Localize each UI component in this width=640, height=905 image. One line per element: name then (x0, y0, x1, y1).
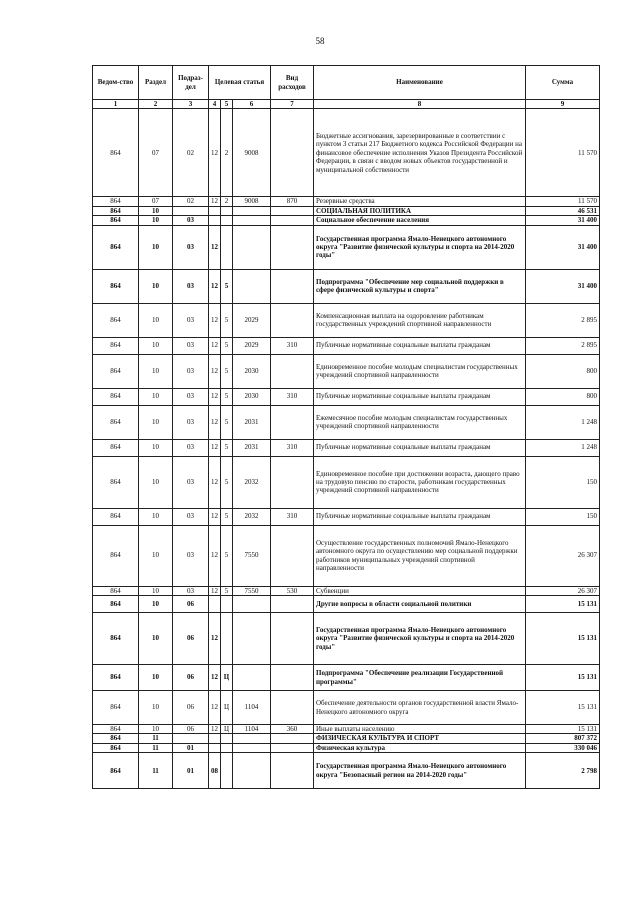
cell-vid-raskhodov (271, 303, 314, 337)
cell-podrazdel: 03 (173, 508, 209, 525)
cell-summa: 15 131 (526, 665, 600, 691)
cell-naimenovanie: Государственная программа Ямало-Ненецкого автономного округа "Безопасный регион на 2014-2020 годы" (314, 753, 526, 789)
cell-program: 12 (209, 225, 221, 269)
cell-subprogram: 5 (221, 269, 233, 303)
cell-razdel: 07 (139, 109, 173, 197)
col-num-2: 2 (139, 100, 173, 109)
cell-razdel: 10 (139, 337, 173, 354)
cell-naimenovanie: Публичные нормативные социальные выплаты гражданам (314, 439, 526, 456)
table-row (93, 439, 600, 456)
cell-summa: 31 400 (526, 269, 600, 303)
header-celevaya: Целевая статья (209, 66, 271, 100)
table-row (93, 388, 600, 405)
cell-vid-raskhodov: 530 (271, 586, 314, 595)
cell-razdel: 10 (139, 613, 173, 665)
cell-direction: 2031 (233, 405, 271, 439)
cell-vid-raskhodov (271, 743, 314, 752)
cell-subprogram: Ц (221, 725, 233, 734)
cell-vid-raskhodov (271, 206, 314, 215)
cell-podrazdel: 03 (173, 405, 209, 439)
cell-subprogram: 5 (221, 508, 233, 525)
cell-vid-raskhodov (271, 269, 314, 303)
cell-podrazdel: 03 (173, 354, 209, 388)
col-num-9: 9 (526, 100, 600, 109)
cell-razdel: 10 (139, 206, 173, 215)
cell-subprogram (221, 206, 233, 215)
cell-vedomstvo: 864 (93, 508, 139, 525)
cell-podrazdel: 03 (173, 388, 209, 405)
cell-vid-raskhodov: 360 (271, 725, 314, 734)
cell-direction (233, 225, 271, 269)
cell-subprogram (221, 225, 233, 269)
cell-subprogram: 5 (221, 586, 233, 595)
cell-naimenovanie: Социальное обеспечение населения (314, 216, 526, 225)
cell-podrazdel: 06 (173, 725, 209, 734)
cell-podrazdel (173, 206, 209, 215)
cell-vedomstvo: 864 (93, 303, 139, 337)
cell-program: 12 (209, 725, 221, 734)
cell-vedomstvo: 864 (93, 525, 139, 586)
cell-vid-raskhodov: 870 (271, 197, 314, 206)
cell-subprogram (221, 743, 233, 752)
cell-summa: 15 131 (526, 691, 600, 725)
cell-podrazdel: 01 (173, 753, 209, 789)
cell-vedomstvo: 864 (93, 596, 139, 613)
col-num-1: 1 (93, 100, 139, 109)
cell-summa: 31 400 (526, 216, 600, 225)
cell-vedomstvo: 864 (93, 753, 139, 789)
cell-program (209, 206, 221, 215)
cell-naimenovanie: Единовременное пособие молодым специалистам государственных учреждений спортивной направленности (314, 354, 526, 388)
cell-subprogram: 5 (221, 439, 233, 456)
cell-vedomstvo: 864 (93, 109, 139, 197)
cell-direction: 2032 (233, 508, 271, 525)
cell-summa: 800 (526, 388, 600, 405)
cell-razdel: 10 (139, 388, 173, 405)
col-num-4: 4 (209, 100, 221, 109)
col-num-6: 6 (233, 100, 271, 109)
cell-vedomstvo: 864 (93, 197, 139, 206)
cell-razdel: 10 (139, 586, 173, 595)
cell-razdel: 11 (139, 743, 173, 752)
cell-summa: 15 131 (526, 725, 600, 734)
cell-direction: 2032 (233, 456, 271, 508)
cell-podrazdel: 03 (173, 337, 209, 354)
table-row (93, 197, 600, 206)
cell-vedomstvo: 864 (93, 691, 139, 725)
cell-direction: 7550 (233, 525, 271, 586)
table-row (93, 508, 600, 525)
cell-razdel: 11 (139, 753, 173, 789)
cell-razdel: 10 (139, 525, 173, 586)
cell-podrazdel: 03 (173, 269, 209, 303)
cell-subprogram: 5 (221, 337, 233, 354)
table-row (93, 269, 600, 303)
cell-program (209, 734, 221, 743)
cell-vid-raskhodov (271, 596, 314, 613)
col-num-7: 7 (271, 100, 314, 109)
cell-program (209, 216, 221, 225)
cell-summa: 800 (526, 354, 600, 388)
cell-vid-raskhodov: 310 (271, 388, 314, 405)
cell-vedomstvo: 864 (93, 456, 139, 508)
cell-vedomstvo: 864 (93, 405, 139, 439)
cell-podrazdel: 02 (173, 109, 209, 197)
cell-summa: 26 307 (526, 525, 600, 586)
cell-direction: 2031 (233, 439, 271, 456)
table-row (93, 405, 600, 439)
cell-summa: 15 131 (526, 596, 600, 613)
cell-razdel: 07 (139, 197, 173, 206)
cell-podrazdel: 06 (173, 691, 209, 725)
cell-vedomstvo: 864 (93, 665, 139, 691)
header-row (93, 66, 600, 100)
table-row (93, 109, 600, 197)
cell-direction: 1104 (233, 691, 271, 725)
table-row (93, 613, 600, 665)
cell-naimenovanie: Физическая культура (314, 743, 526, 752)
cell-summa: 150 (526, 456, 600, 508)
cell-naimenovanie: ФИЗИЧЕСКАЯ КУЛЬТУРА И СПОРТ (314, 734, 526, 743)
cell-program: 12 (209, 109, 221, 197)
cell-program: 12 (209, 405, 221, 439)
cell-subprogram (221, 216, 233, 225)
table-row (93, 525, 600, 586)
cell-podrazdel: 02 (173, 197, 209, 206)
cell-naimenovanie: Другие вопросы в области социальной политики (314, 596, 526, 613)
cell-summa: 2 895 (526, 303, 600, 337)
cell-subprogram: 5 (221, 354, 233, 388)
page-number: 58 (315, 36, 325, 46)
cell-direction (233, 613, 271, 665)
cell-program: 12 (209, 269, 221, 303)
cell-program: 12 (209, 439, 221, 456)
cell-podrazdel: 06 (173, 613, 209, 665)
cell-vid-raskhodov: 310 (271, 337, 314, 354)
budget-table (92, 65, 600, 789)
cell-vedomstvo: 864 (93, 337, 139, 354)
cell-vid-raskhodov (271, 456, 314, 508)
cell-naimenovanie: Единовременное пособие при достижении возраста, дающего право на трудовую пенсию по старости, работникам государственных учреждений спортивной направленности (314, 456, 526, 508)
header-razdel: Раздел (139, 66, 173, 100)
cell-subprogram: 5 (221, 303, 233, 337)
cell-subprogram: 2 (221, 109, 233, 197)
cell-summa: 2 798 (526, 753, 600, 789)
cell-vedomstvo: 864 (93, 206, 139, 215)
cell-vid-raskhodov (271, 354, 314, 388)
cell-vid-raskhodov (271, 525, 314, 586)
cell-podrazdel: 03 (173, 586, 209, 595)
cell-direction: 2029 (233, 337, 271, 354)
cell-naimenovanie: Публичные нормативные социальные выплаты гражданам (314, 388, 526, 405)
cell-podrazdel: 06 (173, 596, 209, 613)
cell-vid-raskhodov (271, 613, 314, 665)
cell-direction (233, 665, 271, 691)
table-row (93, 303, 600, 337)
cell-podrazdel (173, 734, 209, 743)
cell-program: 12 (209, 354, 221, 388)
cell-podrazdel: 03 (173, 216, 209, 225)
cell-vid-raskhodov (271, 109, 314, 197)
table-row (93, 753, 600, 789)
cell-summa: 330 046 (526, 743, 600, 752)
cell-vedomstvo: 864 (93, 734, 139, 743)
cell-program: 12 (209, 197, 221, 206)
cell-program: 08 (209, 753, 221, 789)
cell-naimenovanie: Подпрограмма "Обеспечение мер социальной поддержки в сфере физической культуры и спорта" (314, 269, 526, 303)
cell-naimenovanie: Публичные нормативные социальные выплаты гражданам (314, 508, 526, 525)
cell-vedomstvo: 864 (93, 613, 139, 665)
cell-vid-raskhodov (271, 225, 314, 269)
cell-program: 12 (209, 456, 221, 508)
cell-vedomstvo: 864 (93, 269, 139, 303)
table-row (93, 725, 600, 734)
table-row (93, 216, 600, 225)
header-podrazdel: Подраз-дел (173, 66, 209, 100)
cell-summa: 15 131 (526, 613, 600, 665)
cell-vedomstvo: 864 (93, 725, 139, 734)
cell-program: 12 (209, 303, 221, 337)
cell-vedomstvo: 864 (93, 586, 139, 595)
header-naimenovanie: Наименование (314, 66, 526, 100)
table-row (93, 743, 600, 752)
cell-subprogram: Ц (221, 665, 233, 691)
cell-summa: 150 (526, 508, 600, 525)
cell-direction (233, 743, 271, 752)
cell-razdel: 11 (139, 734, 173, 743)
cell-razdel: 10 (139, 725, 173, 734)
cell-naimenovanie: СОЦИАЛЬНАЯ ПОЛИТИКА (314, 206, 526, 215)
cell-razdel: 10 (139, 456, 173, 508)
cell-podrazdel: 01 (173, 743, 209, 752)
cell-naimenovanie: Иные выплаты населению (314, 725, 526, 734)
cell-razdel: 10 (139, 596, 173, 613)
cell-subprogram: Ц (221, 691, 233, 725)
cell-podrazdel: 03 (173, 456, 209, 508)
cell-razdel: 10 (139, 405, 173, 439)
cell-subprogram: 2 (221, 197, 233, 206)
header-vedomstvo: Ведом-ство (93, 66, 139, 100)
cell-summa: 26 307 (526, 586, 600, 595)
cell-program: 12 (209, 665, 221, 691)
cell-naimenovanie: Обеспечение деятельности органов государственной власти Ямало-Ненецкого автономного округа (314, 691, 526, 725)
cell-vid-raskhodov (271, 734, 314, 743)
cell-summa: 807 372 (526, 734, 600, 743)
table-row (93, 225, 600, 269)
cell-program (209, 743, 221, 752)
cell-subprogram: 5 (221, 388, 233, 405)
cell-razdel: 10 (139, 354, 173, 388)
cell-direction: 7550 (233, 586, 271, 595)
cell-vedomstvo: 864 (93, 388, 139, 405)
cell-direction: 2029 (233, 303, 271, 337)
table-row (93, 596, 600, 613)
cell-program: 12 (209, 337, 221, 354)
cell-direction: 1104 (233, 725, 271, 734)
table-row (93, 354, 600, 388)
cell-direction (233, 753, 271, 789)
cell-direction (233, 269, 271, 303)
cell-program: 12 (209, 388, 221, 405)
col-num-3: 3 (173, 100, 209, 109)
cell-summa: 11 570 (526, 197, 600, 206)
cell-summa: 11 570 (526, 109, 600, 197)
cell-vid-raskhodov (271, 691, 314, 725)
cell-razdel: 10 (139, 665, 173, 691)
cell-program: 12 (209, 586, 221, 595)
table-row (93, 456, 600, 508)
cell-program: 12 (209, 525, 221, 586)
cell-vedomstvo: 864 (93, 225, 139, 269)
cell-subprogram (221, 613, 233, 665)
table-row (93, 665, 600, 691)
header-vid: Вид расходов (271, 66, 314, 100)
cell-vid-raskhodov: 310 (271, 439, 314, 456)
cell-summa: 1 248 (526, 405, 600, 439)
cell-razdel: 10 (139, 269, 173, 303)
cell-razdel: 10 (139, 439, 173, 456)
cell-vedomstvo: 864 (93, 216, 139, 225)
table-row (93, 337, 600, 354)
cell-direction (233, 734, 271, 743)
cell-direction (233, 216, 271, 225)
cell-vid-raskhodov (271, 753, 314, 789)
cell-program: 12 (209, 613, 221, 665)
table-row (93, 734, 600, 743)
cell-razdel: 10 (139, 691, 173, 725)
cell-naimenovanie: Компенсационная выплата на оздоровление работникам государственных учреждений спортивной направленности (314, 303, 526, 337)
cell-naimenovanie: Государственная программа Ямало-Ненецкого автономного округа "Развитие физической культуры и спорта на 2014-2020 годы" (314, 225, 526, 269)
cell-razdel: 10 (139, 303, 173, 337)
cell-naimenovanie: Публичные нормативные социальные выплаты гражданам (314, 337, 526, 354)
cell-summa: 46 531 (526, 206, 600, 215)
table-body (93, 109, 600, 789)
col-num-8: 8 (314, 100, 526, 109)
cell-direction (233, 596, 271, 613)
cell-podrazdel: 06 (173, 665, 209, 691)
cell-vid-raskhodov (271, 216, 314, 225)
cell-subprogram: 5 (221, 525, 233, 586)
cell-program (209, 596, 221, 613)
header-summa: Сумма (526, 66, 600, 100)
cell-razdel: 10 (139, 225, 173, 269)
cell-naimenovanie: Ежемесячное пособие молодым специалистам государственных учреждений спортивной направленности (314, 405, 526, 439)
cell-vedomstvo: 864 (93, 439, 139, 456)
cell-subprogram (221, 753, 233, 789)
cell-direction: 9008 (233, 197, 271, 206)
cell-vedomstvo: 864 (93, 743, 139, 752)
cell-podrazdel: 03 (173, 303, 209, 337)
cell-program: 12 (209, 508, 221, 525)
cell-razdel: 10 (139, 508, 173, 525)
cell-summa: 1 248 (526, 439, 600, 456)
table-row (93, 206, 600, 215)
cell-direction (233, 206, 271, 215)
cell-subprogram: 5 (221, 456, 233, 508)
cell-vid-raskhodov: 310 (271, 508, 314, 525)
cell-naimenovanie: Бюджетные ассигнования, зарезервированные в соответствии с пунктом 3 статьи 217 Бюджетного кодекса Российской Федерации на финансовое обеспечение исполнения Указов Президента Российской Федерации, в связи с вводом новых объектов государственной и муниципальной собственности (314, 109, 526, 197)
cell-vid-raskhodov (271, 665, 314, 691)
cell-subprogram: 5 (221, 405, 233, 439)
cell-subprogram (221, 596, 233, 613)
cell-summa: 2 895 (526, 337, 600, 354)
cell-subprogram (221, 734, 233, 743)
cell-direction: 2030 (233, 388, 271, 405)
cell-naimenovanie: Подпрограмма "Обеспечение реализации Государственной программы" (314, 665, 526, 691)
col-num-5: 5 (221, 100, 233, 109)
table-row (93, 586, 600, 595)
cell-razdel: 10 (139, 216, 173, 225)
cell-podrazdel: 03 (173, 439, 209, 456)
cell-podrazdel: 03 (173, 525, 209, 586)
cell-podrazdel: 03 (173, 225, 209, 269)
cell-naimenovanie: Резервные средства (314, 197, 526, 206)
cell-direction: 2030 (233, 354, 271, 388)
table-row (93, 691, 600, 725)
column-number-row (93, 100, 600, 109)
cell-vid-raskhodov (271, 405, 314, 439)
cell-program: 12 (209, 691, 221, 725)
cell-naimenovanie: Государственная программа Ямало-Ненецкого автономного округа "Развитие физической культуры и спорта на 2014-2020 годы" (314, 613, 526, 665)
cell-naimenovanie: Осуществление государственных полномочий Ямало-Ненецкого автономного округа по осуществлению мер социальной поддержки работников муниципальных учреждений спортивной направленности (314, 525, 526, 586)
cell-summa: 31 400 (526, 225, 600, 269)
cell-vedomstvo: 864 (93, 354, 139, 388)
cell-naimenovanie: Субвенции (314, 586, 526, 595)
cell-direction: 9008 (233, 109, 271, 197)
